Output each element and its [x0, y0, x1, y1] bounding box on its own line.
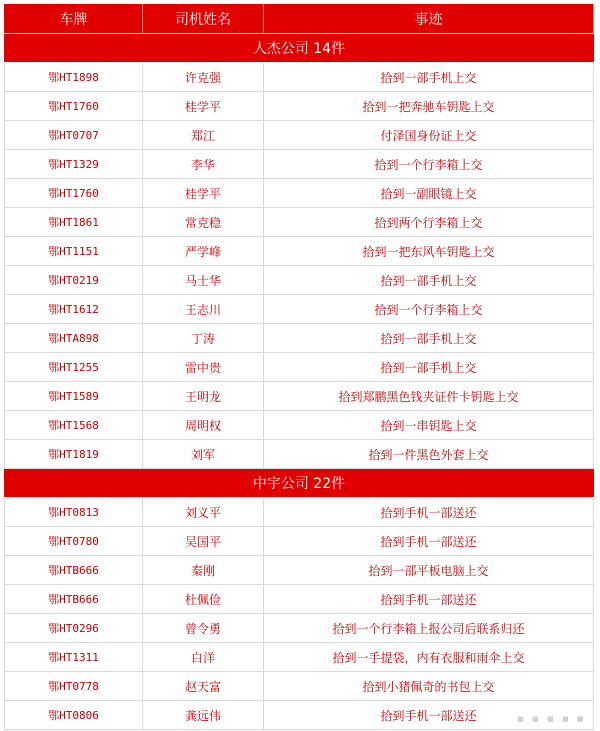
deed-cell: 拾到手机一部送还 — [264, 701, 594, 729]
driver-cell: 龚远伟 — [143, 701, 264, 729]
table-row — [4, 92, 594, 121]
deed-cell: 拾到一个行李箱上交 — [264, 295, 594, 323]
driver-cell: 周明权 — [143, 411, 264, 439]
plate-cell: 鄂HT1612 — [4, 295, 143, 323]
deed-cell: 拾到手机一部送还 — [264, 585, 594, 613]
plate-cell: 鄂HT1819 — [4, 440, 143, 468]
deed-cell: 拾到一把奔驰车钥匙上交 — [264, 92, 594, 120]
driver-cell: 秦刚 — [143, 556, 264, 584]
deed-cell: 拾到一把东风车钥匙上交 — [264, 237, 594, 265]
driver-cell: 吴国平 — [143, 527, 264, 555]
group-header: 中宇公司 22件 — [4, 469, 594, 498]
table-row — [4, 498, 594, 527]
plate-cell: 鄂HT1568 — [4, 411, 143, 439]
table-body — [4, 34, 594, 730]
driver-cell: 王明龙 — [143, 382, 264, 410]
table-row — [4, 237, 594, 266]
plate-cell: 鄂HTB666 — [4, 556, 143, 584]
plate-cell: 鄂HT1311 — [4, 643, 143, 671]
table-row — [4, 295, 594, 324]
driver-cell: 桂学平 — [143, 179, 264, 207]
table-row — [4, 614, 594, 643]
driver-cell: 曾令勇 — [143, 614, 264, 642]
deed-cell: 拾到一串钥匙上交 — [264, 411, 594, 439]
driver-cell: 丁涛 — [143, 324, 264, 352]
plate-cell: 鄂HT0219 — [4, 266, 143, 294]
plate-cell: 鄂HT1861 — [4, 208, 143, 236]
lost-items-table — [4, 4, 594, 730]
table-row — [4, 585, 594, 614]
deed-cell: 拾到一部手机上交 — [264, 63, 594, 91]
table-row — [4, 150, 594, 179]
plate-cell: 鄂HT1898 — [4, 63, 143, 91]
plate-cell: 鄂HT0707 — [4, 121, 143, 149]
table-row — [4, 643, 594, 672]
driver-cell: 李华 — [143, 150, 264, 178]
table-row — [4, 63, 594, 92]
deed-cell: 拾到一部手机上交 — [264, 266, 594, 294]
plate-cell: 鄂HT0778 — [4, 672, 143, 700]
plate-cell: 鄂HT0806 — [4, 701, 143, 729]
plate-cell: 鄂HT0780 — [4, 527, 143, 555]
deed-cell: 拾到郑鹏黑色钱夹证件卡钥匙上交 — [264, 382, 594, 410]
table-row — [4, 672, 594, 701]
deed-cell: 拾到一个行李箱上交 — [264, 150, 594, 178]
driver-cell: 白洋 — [143, 643, 264, 671]
driver-cell: 杜佩俭 — [143, 585, 264, 613]
header-plate: 车牌 — [4, 4, 143, 33]
deed-cell: 拾到一手提袋，内有衣服和雨伞上交 — [264, 643, 594, 671]
deed-cell: 拾到两个行李箱上交 — [264, 208, 594, 236]
table-row — [4, 411, 594, 440]
table-row — [4, 179, 594, 208]
table-row — [4, 266, 594, 295]
table-row — [4, 382, 594, 411]
driver-cell: 刘军 — [143, 440, 264, 468]
deed-cell: 拾到一件黑色外套上交 — [264, 440, 594, 468]
driver-cell: 刘义平 — [143, 498, 264, 526]
table-row — [4, 701, 594, 730]
watermark: ▪ ▪ ▪ ▪ ▪ — [516, 712, 586, 725]
plate-cell: 鄂HT0296 — [4, 614, 143, 642]
driver-cell: 严学峰 — [143, 237, 264, 265]
plate-cell: 鄂HT0813 — [4, 498, 143, 526]
plate-cell: 鄂HTB666 — [4, 585, 143, 613]
plate-cell: 鄂HT1589 — [4, 382, 143, 410]
plate-cell: 鄂HT1760 — [4, 92, 143, 120]
driver-cell: 赵天富 — [143, 672, 264, 700]
deed-cell: 拾到一部手机上交 — [264, 353, 594, 381]
table-row — [4, 353, 594, 382]
driver-cell: 马士华 — [143, 266, 264, 294]
table-row — [4, 208, 594, 237]
plate-cell: 鄂HT1329 — [4, 150, 143, 178]
table-row — [4, 324, 594, 353]
deed-cell: 拾到手机一部送还 — [264, 527, 594, 555]
deed-cell: 拾到一部平板电脑上交 — [264, 556, 594, 584]
table-row — [4, 556, 594, 585]
header-driver: 司机姓名 — [143, 4, 264, 33]
table-row — [4, 440, 594, 469]
deed-cell: 拾到一副眼镜上交 — [264, 179, 594, 207]
driver-cell: 许克强 — [143, 63, 264, 91]
driver-cell: 郑江 — [143, 121, 264, 149]
driver-cell: 桂学平 — [143, 92, 264, 120]
deed-cell: 拾到一部手机上交 — [264, 324, 594, 352]
table-row — [4, 121, 594, 150]
deed-cell: 付泽国身份证上交 — [264, 121, 594, 149]
driver-cell: 王志川 — [143, 295, 264, 323]
driver-cell: 常克稳 — [143, 208, 264, 236]
deed-cell: 拾到小猪佩奇的书包上交 — [264, 672, 594, 700]
plate-cell: 鄂HT1255 — [4, 353, 143, 381]
deed-cell: 拾到一个行李箱上报公司后联系归还 — [264, 614, 594, 642]
plate-cell: 鄂HTA898 — [4, 324, 143, 352]
table-header-row — [4, 4, 594, 34]
table-row — [4, 527, 594, 556]
header-deed: 事迹 — [264, 4, 594, 33]
plate-cell: 鄂HT1760 — [4, 179, 143, 207]
deed-cell: 拾到手机一部送还 — [264, 498, 594, 526]
group-header: 人杰公司 14件 — [4, 34, 594, 63]
plate-cell: 鄂HT1151 — [4, 237, 143, 265]
driver-cell: 雷中贵 — [143, 353, 264, 381]
